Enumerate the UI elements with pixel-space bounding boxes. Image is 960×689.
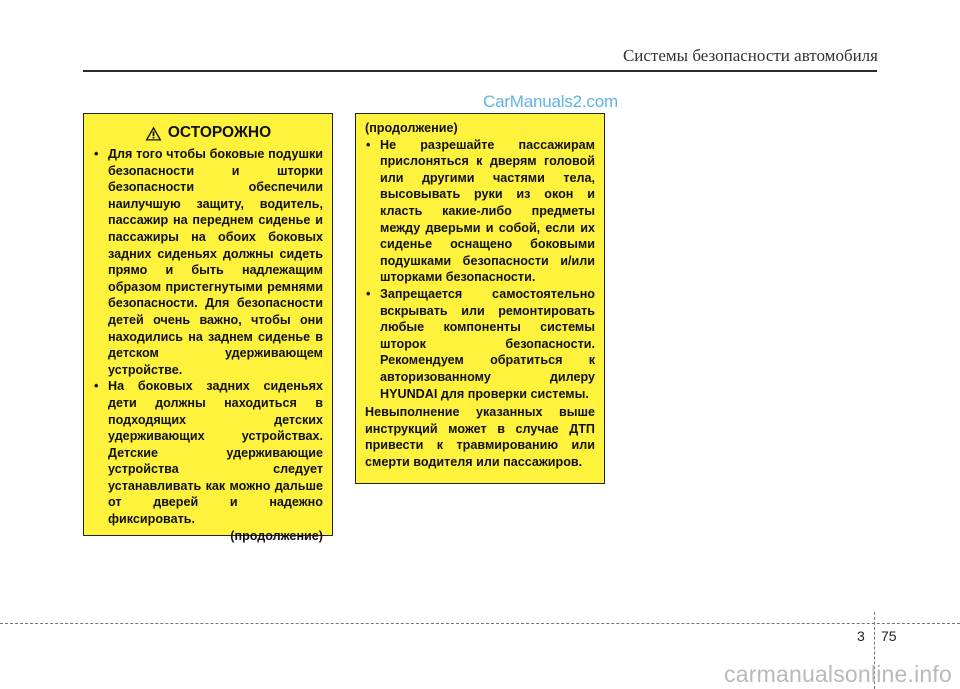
page-header-title: Системы безопасности автомобиля <box>622 46 878 65</box>
list-item: • Запрещается самостоятельно вскрывать или ремонтировать любые компоненты системы шторок безопасности. Рекомендуем обратиться к авторизованному дилеру HYUNDAI для проверки системы. <box>365 286 595 402</box>
warning-triangle-icon <box>145 126 162 141</box>
warning-box <box>83 113 333 543</box>
warning-heading-text: ОСТОРОЖНО <box>167 123 272 141</box>
continued-top-label: (продолжение) <box>365 121 458 135</box>
list-item: • На боковых задних сиденьях дети должны находиться в подходящих детских удерживающих устройствах. Детские удерживающие устройства следует устанавливать как можно дальше от дверей и надежно фиксировать. <box>93 378 323 527</box>
list-item: • Не разрешайте пассажирам прислоняться к дверям головой или другими частями тела, высовывать руки из окон и класть какие-либо предметы между дверьми и собой, если их сиденье оснащено боковыми подушками безопасности и/или шторками безопасности. <box>365 137 595 286</box>
chapter-number: 3 <box>857 628 865 644</box>
header-rule <box>83 70 877 72</box>
footer-dashed-rule <box>0 623 960 624</box>
continued-warning-box <box>355 113 605 484</box>
watermark-top[interactable]: CarManuals2.com <box>483 92 618 111</box>
page-number: 75 <box>881 628 897 644</box>
watermark-bottom[interactable]: carmanualsonline.info <box>724 661 952 687</box>
continued-label: (продолжение) <box>230 528 323 543</box>
list-item: • Для того чтобы боковые подушки безопасности и шторки безопасности обеспечили наилучшую защиту, водитель, пассажир на переднем сиденье и пассажиры на обоих боковых задних сиденьях должны сидеть прямо и быть надлежащим образом пристегнутыми ремнями безопасности. Для безопасности детей очень важно, чтобы они находились на заднем сиденье в детском удерживающем устройстве. <box>93 146 323 378</box>
warning-heading <box>93 124 323 142</box>
continued-bullets <box>365 137 595 403</box>
warning-paragraph: Невыполнение указанных выше инструкций может в случае ДТП привести к травмированию или смерти водителя или пассажиров. <box>365 405 595 469</box>
warning-bullets <box>93 146 323 528</box>
